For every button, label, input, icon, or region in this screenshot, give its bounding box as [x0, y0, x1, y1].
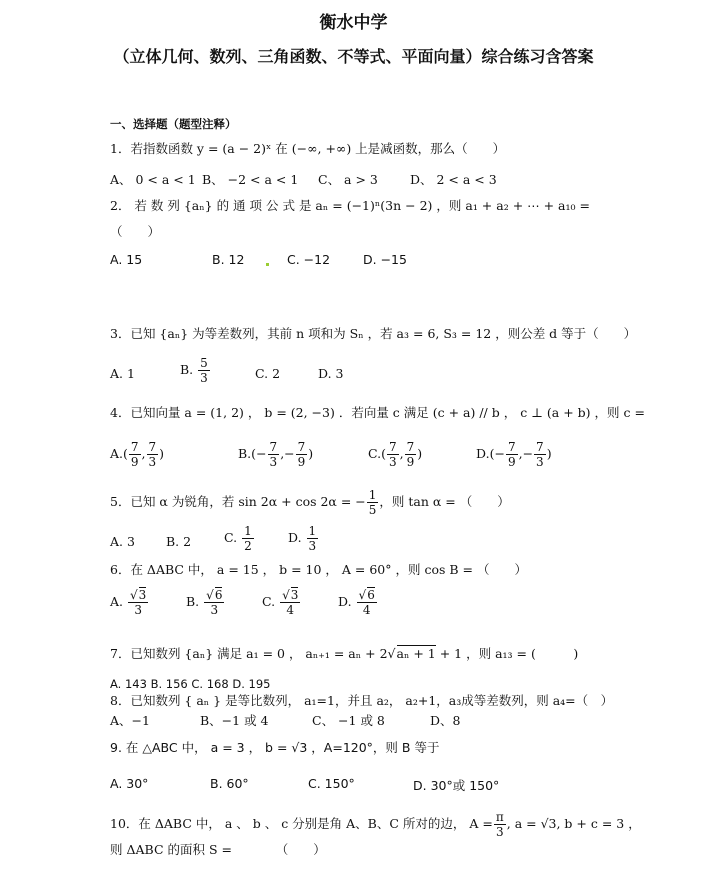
q6-option-b: B. $\frac{√6}{3}$ — [186, 588, 223, 617]
q4-option-b: B.(− $\frac{7}{3}$ ,− $\frac{7}{9}$ ) — [238, 440, 314, 469]
q1-option-a: A、 0 < a < 1 — [110, 172, 196, 187]
q2-option-d: D. −15 — [363, 252, 407, 267]
school-name: 衡水中学 — [319, 13, 388, 33]
q5-option-c: C. $\frac{1}{2}$ — [224, 524, 252, 553]
question-4-stem: 4．已知向量 a = (1, 2) ， b = (2, −3) ．若向量 c 满足 (c + a) // b ， c ⊥ (a + b) ，则 c = — [110, 405, 645, 420]
q2-option-b: B. 12 — [212, 252, 245, 267]
q3-option-a: A. 1 — [110, 366, 135, 381]
question-10-stem: 10．在 ΔABC 中， a 、 b 、 c 分别是角 A、B、C 所对的边， A = $\frac{\pi}{3}$ , a = √3, b + c = 3 ， — [110, 810, 641, 839]
question-8-stem: 8．已知数列 { aₙ } 是等比数列， a₁=1，并且 a₂， a₂+1，a₃成等差数列，则 a₄=（ ） — [110, 693, 614, 708]
q6-option-d: D. $\frac{√6}{4}$ — [338, 588, 375, 617]
q4-option-a: A.( $\frac{7}{9}$ , $\frac{7}{3}$ ) — [110, 440, 165, 469]
q9-option-d: D. 30°或 150° — [413, 778, 500, 793]
q2-option-a: A. 15 — [110, 252, 143, 267]
question-5-stem: 5．已知 α 为锐角，若 sin 2α + cos 2α = − $\frac{1}{5}$ ，则 tan α = （ ） — [110, 488, 510, 517]
q8-option-a: A、−1 — [110, 713, 150, 728]
q9-option-b: B. 60° — [210, 776, 249, 791]
q3-option-c: C. 2 — [255, 366, 281, 381]
q5-option-b: B. 2 — [166, 534, 192, 549]
q5-option-d: D. $\frac{1}{3}$ — [288, 524, 317, 553]
q7-options: A. 143 B. 156 C. 168 D. 195 — [110, 677, 271, 691]
q1-option-b: B、 −2 < a < 1 — [202, 172, 299, 187]
q2-option-c: C. −12 — [287, 252, 331, 267]
question-9-stem: 9. 在 △ABC 中， a = 3 ， b = √3 ，A=120°，则 B 等于 — [110, 740, 440, 755]
question-6-stem: 6．在 ΔABC 中， a = 15 ， b = 10 ， A = 60° ，则 cos B = （ ） — [110, 562, 527, 577]
q4-option-c: C.( $\frac{7}{3}$ , $\frac{7}{9}$ ) — [368, 440, 423, 469]
question-10-tail: 则 ΔABC 的面积 S = （ ） — [110, 842, 326, 857]
q6-option-c: C. $\frac{√3}{4}$ — [262, 588, 299, 617]
question-2-paren: （ ） — [110, 224, 161, 239]
section-heading: 一、选择题（题型注释） — [110, 117, 237, 131]
q9-option-c: C. 150° — [308, 776, 355, 791]
q3-option-b: B. $\frac{5}{3}$ — [180, 356, 208, 385]
q3-option-d: D. 3 — [318, 366, 344, 381]
marker-dot — [266, 263, 269, 266]
question-3-stem: 3．已知 {aₙ} 为等差数列，其前 n 项和为 Sₙ ，若 a₃ = 6, S₃ = 12 ，则公差 d 等于（ ） — [110, 326, 637, 341]
page-title: （立体几何、数列、三角函数、不等式、平面向量）综合练习含答案 — [113, 47, 594, 66]
q8-option-d: D、8 — [430, 713, 461, 728]
q1-option-c: C、 a > 3 — [318, 172, 378, 187]
question-2-stem: 2． 若 数 列 {aₙ} 的 通 项 公 式 是 aₙ = (−1)ⁿ(3n − 2) ，则 a₁ + a₂ + ⋯ + a₁₀ = — [110, 198, 590, 213]
q4-option-d: D.(− $\frac{7}{9}$ ,− $\frac{7}{3}$ ) — [476, 440, 552, 469]
question-7-stem: 7．已知数列 {aₙ} 满足 a₁ = 0 ， aₙ₊₁ = aₙ + 2√aₙ + 1 + 1 ，则 a₁₃ = ( ) — [110, 646, 579, 661]
q8-option-c: C、 −1 或 8 — [312, 713, 385, 728]
q9-option-a: A. 30° — [110, 776, 149, 791]
q5-option-a: A. 3 — [110, 534, 135, 549]
question-1-stem: 1．若指数函数 y = (a − 2)ˣ 在 (−∞, +∞) 上是减函数，那么（ ） — [110, 141, 506, 156]
q6-option-a: A. $\frac{√3}{3}$ — [110, 588, 147, 617]
q1-option-d: D、 2 < a < 3 — [410, 172, 497, 187]
q8-option-b: B、−1 或 4 — [200, 713, 269, 728]
